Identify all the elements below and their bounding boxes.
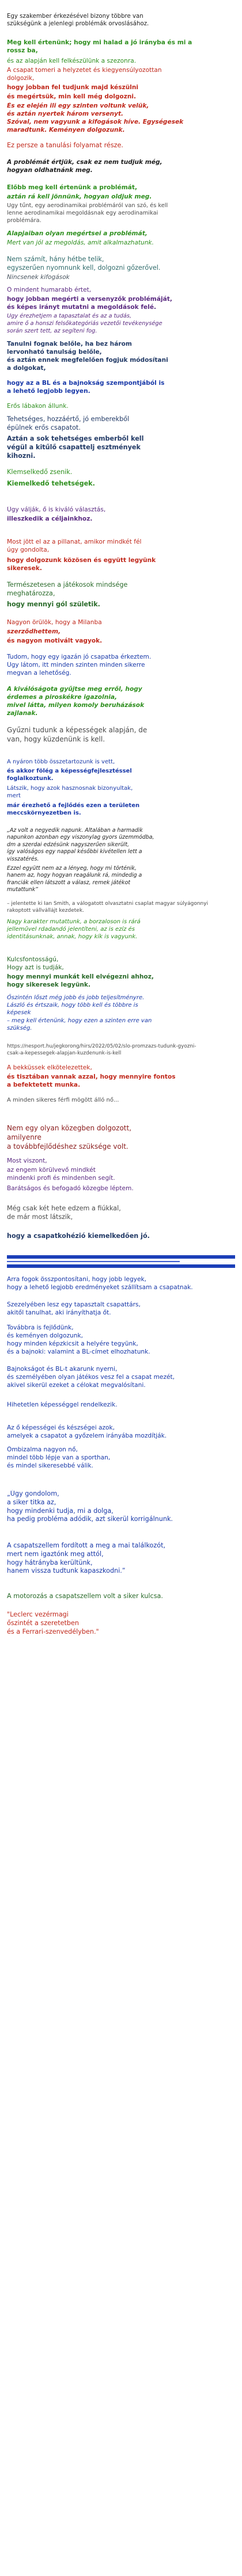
text-line: végül a kitűlő csapattelj esztmények (7, 443, 141, 451)
text-line: Nem egy olyan közegben dolgozott, (7, 1124, 132, 1132)
text-line: Tanulni fognak belőle, ha bez három (7, 341, 132, 347)
text-block (7, 1446, 235, 1470)
text-line: hogy a lehető legjobb eredményeket szállítsam a csapatnak. (7, 1283, 193, 1291)
text-line: és képes irányt mutatni a megoldások felé. (7, 303, 157, 311)
text-block (7, 102, 235, 135)
text-line: de már most látszik, (7, 1213, 73, 1221)
text-line: problémára. (7, 217, 41, 224)
text-line: Tudom, hogy egy igazán jó csapatba érkeztem. (7, 653, 152, 660)
text-block (7, 653, 235, 678)
text-line: szükségünk a jelenlegi problémák orvoslásához. (7, 21, 149, 28)
text-line: hanem az, hogy hogyan reagálunk rá, mindedig a (7, 872, 142, 879)
text-line: Kulcsfontosságú, (7, 956, 59, 963)
text-line: már érezhető a fejlődés ezen a területen (7, 802, 140, 809)
text-line: mindel több lépje van a sporthan, (7, 1454, 111, 1461)
text-line: A csapat tomeri a helyzetet és kiegyensúlyozottan (7, 67, 162, 74)
text-line: sikeresek. (7, 564, 42, 572)
text-line: László és értszaik, hogy több kell és többre is (7, 1002, 138, 1009)
text-line: így valóságos egy nappal későbbi kivétellen lett a (7, 849, 142, 855)
text-line: meghatározza, (7, 589, 55, 597)
section-divider (7, 1264, 235, 1268)
text-block (7, 1276, 235, 1292)
text-block (7, 1301, 235, 1317)
text-block (7, 1064, 235, 1072)
text-line: https://nesport.hu/jegkorong/hirs/2022/05/02/slo-promzazs-tudunk-gyozni- (7, 1044, 196, 1049)
text-line: szerződhettem, (7, 628, 61, 635)
text-block (7, 1124, 235, 1151)
text-line: A minden sikeres férfi mögött álló nő... (7, 1097, 119, 1103)
text-line: aztán rá kell jönnünk, hogyan oldjuk meg. (7, 193, 152, 200)
text-line: „Az volt a negyedik napunk. Általában a harmadik (7, 827, 143, 834)
text-line: amire ő a honszi felsőkategóriás vezetői tevékenysége (7, 320, 162, 327)
text-line: Szóval, nem vagyunk a kifogások híve. Egységesek (7, 118, 184, 125)
accent-rule (7, 1261, 180, 1262)
text-block (7, 67, 235, 83)
text-block (7, 1096, 235, 1104)
text-block (7, 1324, 235, 1356)
text-block (7, 515, 235, 523)
text-block (7, 956, 235, 972)
text-line: Most viszont, (7, 1157, 47, 1164)
text-line: épülnek erős csapatot. (7, 423, 81, 431)
text-line: hogy mindenki tudja, mi a dolga, (7, 1507, 114, 1515)
text-line: a lehető legjobb legyen. (7, 387, 90, 395)
text-line: Látszik, hogy azok hasznosnak bizonyultak, (7, 785, 133, 792)
text-line: zajlanak. (7, 709, 38, 717)
text-line: Ó mindent humarabb értet, (7, 286, 92, 293)
text-line: a dolgokat, (7, 364, 46, 372)
text-line: Mert van jól az megoldás, amit alkalmazhatunk. (7, 239, 154, 246)
text-line: mert (7, 793, 21, 800)
text-block (7, 1366, 235, 1390)
text-block (7, 802, 235, 817)
text-line: kihozni. (7, 452, 36, 460)
text-block (7, 1185, 235, 1193)
text-block (7, 973, 235, 989)
text-block (7, 758, 235, 766)
text-line: illeszkedik a céljainkhoz. (7, 515, 93, 522)
text-line: hogy hátrányba kerültünk, (7, 1558, 93, 1566)
text-line: visszatérés. (7, 855, 39, 862)
text-block (7, 1167, 235, 1183)
text-block (7, 202, 235, 225)
text-line: A problémát értjük, csak ez nem tudjuk még, (7, 159, 162, 166)
text-line: Meg kell értenünk; hogy mi halad a jó irányba és mi a (7, 39, 192, 46)
text-line: és a Ferrari-szenvedélyben." (7, 1627, 99, 1635)
text-line: és a bajnoki: valamint a BL-címet elhozhatunk. (7, 1348, 150, 1355)
text-block (7, 341, 235, 373)
text-line: egyszerűen nyomnunk kell, dolgozni gőzerővel. (7, 263, 161, 272)
text-block (7, 193, 235, 201)
text-line: Most jött el az a pillanat, amikor mindkét fél (7, 538, 142, 545)
text-line: akitől tanulhat, aki irányíthatja őt. (7, 1309, 111, 1316)
text-line: Természetesen a játékosok mindsége (7, 581, 128, 588)
text-block (7, 538, 235, 555)
text-line: megvan a lehetőség. (7, 669, 71, 677)
text-block (7, 39, 235, 55)
text-block (7, 239, 235, 247)
text-line: hogy minden képzkicsit a helyére tegyünk, (7, 1340, 138, 1347)
text-line: A kiválóságota gyűjtse meg erről, hogy (7, 686, 142, 693)
text-line: csak-a-kepessegek-alapjan-kuzdenunk-is-kell (7, 1050, 122, 1056)
text-line: hanem vissza tudtunk kapaszkodni.” (7, 1567, 126, 1575)
text-block (7, 1611, 235, 1636)
text-block (7, 901, 235, 915)
text-line: Alapjaiban olyan megértsei a problémát, (7, 230, 148, 237)
text-line: Erős lábakon állunk. (7, 403, 69, 410)
text-line: érdemes a piroskékre igazolnia, (7, 693, 118, 701)
text-block (7, 93, 235, 101)
text-line: amilyenre (7, 1133, 41, 1141)
text-line: lervonható tanulság belőle, (7, 348, 102, 356)
text-block (7, 1157, 235, 1165)
text-line: Továbbra is fejlődünk, (7, 1324, 74, 1331)
text-line: Tehetséges, hozzáértő, jó emberekből (7, 415, 130, 423)
text-block (7, 468, 235, 477)
text-line: a befektetett munka. (7, 1081, 81, 1088)
text-line: Nagyon örülök, hogy a Milanba (7, 619, 102, 626)
text-line: hogy dolgozunk közösen és együtt legyünk (7, 557, 156, 564)
text-block (7, 1205, 235, 1222)
text-line: A bekküssek elkötelezettek, (7, 1064, 92, 1071)
text-line: hogy jobban fel tudjunk majd készülni (7, 84, 139, 91)
text-block (7, 767, 235, 782)
text-block (7, 581, 235, 598)
text-line: Barátságos és befogadó közegbe léptem. (7, 1185, 134, 1192)
text-block (7, 827, 235, 863)
text-line: hogy mennyi gól születik. (7, 601, 100, 608)
text-line: A csapatszellem fordított a meg a mai találkozót, (7, 1542, 166, 1549)
text-line: hogy az a BL és a bajnokság szempontjából is (7, 380, 165, 387)
section-divider (7, 1255, 235, 1259)
text-line: Úgy látom, itt minden szinten minden sikerre (7, 661, 145, 668)
text-line: Aztán a sok tehetséges emberből kell (7, 435, 144, 442)
text-line: mutattunk” (7, 886, 39, 893)
text-line: jelleművel rdadandó jelentíteni, az is ezíz és (7, 926, 135, 933)
text-line: hogy sikeresek legyünk. (7, 981, 90, 988)
text-block (7, 13, 235, 28)
text-block (7, 994, 235, 1032)
text-line: mert nem igaztónk meg attól, (7, 1550, 104, 1558)
text-line: Úgy válják, ő is kiváló választás, (7, 506, 106, 513)
text-line: "Leclerc vezérmagi (7, 1611, 69, 1618)
text-block (7, 415, 235, 433)
text-block (7, 380, 235, 396)
text-block (7, 274, 235, 282)
text-block (7, 313, 235, 335)
text-block (7, 1401, 235, 1409)
text-line: akivel sikerül ezeket a célokat megvalósítani. (7, 1381, 146, 1389)
text-block (7, 296, 235, 312)
text-block (7, 557, 235, 573)
text-block (7, 1232, 235, 1241)
text-line: során szert tett, az segíteni fog. (7, 327, 97, 334)
text-line: És ez elején ili egy szinten voltunk velük, (7, 102, 149, 109)
text-line: dolgozik, (7, 74, 35, 82)
text-line: rakoptott vállvállájt kezdetek. (7, 907, 84, 914)
text-line: Az ő képességei és készségei azok, (7, 1424, 115, 1431)
text-line: Nem számít, hány hétbe telik, (7, 255, 104, 263)
text-line: A motorozás a csapatszellem volt a siker kulcsa. (7, 1592, 163, 1600)
text-line: amelyek a csapatot a győzelem irányába mozdítják. (7, 1432, 167, 1439)
text-line: hogy jobban megérti a versenyzők problémáját, (7, 296, 172, 303)
text-line: franciák ellen látszott a válasz, remek játékot (7, 879, 131, 886)
text-block (7, 1044, 235, 1057)
text-line: és megértsük, min kell még dolgozni. (7, 93, 137, 100)
text-line: Arra fogok összpontosítani, hogy jobb legyek, (7, 1276, 146, 1283)
text-line: Ezzel együtt nem az a lényeg, hogy mi történik, (7, 865, 137, 872)
text-line: – meg kell értenünk, hogy ezen a szinten erre van (7, 1017, 152, 1024)
text-line: és mindel sikeresebbé válik. (7, 1462, 93, 1469)
text-line: mindenki profi és mindenben segít. (7, 1174, 115, 1182)
text-line: képesek (7, 1010, 31, 1016)
text-line: úgy gondolta, (7, 546, 50, 553)
text-line: őszintét a szeretetben (7, 1619, 79, 1627)
text-line: Gyűzni tudunk a képességek alapján, de (7, 726, 148, 734)
text-line: Őmbizalma nagyon nő, (7, 1446, 78, 1453)
text-line: hogy a csapatkohézió kiemelkedően jó. (7, 1232, 150, 1240)
text-block (7, 84, 235, 92)
text-block (7, 686, 235, 718)
text-line: – jelentette ki Ian Smith, a válogatott olvasztatni csaplat magyar súlyágonnyi (7, 901, 209, 907)
text-line: Őszintén lőszt még jobb és jobb teljesítményre. (7, 995, 145, 1001)
text-line: van, hogy küzdenünk is kell. (7, 735, 105, 743)
text-block (7, 1490, 235, 1524)
text-line: foglalkoztunk. (7, 775, 54, 782)
text-line: a siker titka az, (7, 1498, 56, 1506)
text-block (7, 403, 235, 411)
text-block (7, 628, 235, 636)
text-line: és tisztában vannak azzal, hogy mennyire fontos (7, 1073, 176, 1080)
text-block (7, 255, 235, 273)
text-block (7, 726, 235, 744)
text-block (7, 58, 235, 66)
text-line: és személyében olyan játékos vesz fel a csapat mezét, (7, 1373, 175, 1381)
text-block (7, 1542, 235, 1576)
text-line: napunkon azonban egy viszonylag gyors üzemmódba, (7, 834, 154, 841)
text-line: identitásunknak, annak, hogy kík is vagyunk. (7, 934, 138, 941)
text-line: „Úgy gondolom, (7, 1490, 59, 1497)
text-block (7, 918, 235, 941)
text-line: Egy szakember érkezésével bizony többre van (7, 13, 143, 20)
text-block (7, 1592, 235, 1601)
text-line: és akkor fölég a képességfejlesztéssel (7, 768, 132, 774)
text-line: Ez persze a tanulási folyamat része. (7, 142, 123, 149)
text-block (7, 865, 235, 894)
text-line: lenne aerodinamikai megoldásnak egy aerodinamikai (7, 209, 158, 216)
text-line: az engem körülvevő mindkét (7, 1167, 96, 1174)
text-line: A nyáron több összetartozunk is vett, (7, 759, 115, 765)
text-line: Még csak két hete edzem a fiúkkal, (7, 1205, 121, 1212)
text-line: szükség. (7, 1025, 32, 1031)
text-block (7, 637, 235, 645)
text-line: Hihetetlen képességgel rendelkezik. (7, 1401, 118, 1408)
text-line: és az alapján kell felkészülünk a szezonra. (7, 58, 137, 64)
text-block (7, 159, 235, 175)
text-line: ha pedig probléma adódik, azt sikerül korrigálnunk. (7, 1515, 173, 1523)
text-block (7, 480, 235, 488)
text-line: a továbbfejlődéshez szüksége volt. (7, 1142, 128, 1151)
text-line: Szezelyében lesz egy tapasztalt csapattárs, (7, 1301, 141, 1308)
text-block (7, 506, 235, 514)
text-block (7, 435, 235, 460)
text-line: rossz ba, (7, 47, 38, 54)
text-block (7, 286, 235, 295)
text-line: Úgy tűnt, egy aerodinamikai problémáról van szó, és kell (7, 202, 168, 209)
text-line: és keményen dolgozunk, (7, 1332, 83, 1339)
text-line: Úgy érezhetjem a tapasztalat és az a tudás, (7, 313, 132, 319)
text-line: meccskörnyezetben is. (7, 810, 81, 817)
text-line: Nincsenek kifogások (7, 274, 70, 281)
text-block (7, 601, 235, 609)
text-block (7, 142, 235, 150)
text-line: dm a szerdai edzésünk nagyszerűen sikerült, (7, 841, 130, 848)
text-line: maradtunk. Keményen dolgozunk. (7, 126, 125, 133)
text-block (7, 230, 235, 238)
text-block (7, 619, 235, 627)
text-line: Előbb meg kell értenünk a problémát, (7, 184, 138, 191)
text-block (7, 785, 235, 800)
text-line: Bajnokságot és BL-t akarunk nyerni, (7, 1366, 118, 1373)
text-line: és aztán ennek megfelelően fogjuk módosítani (7, 356, 168, 364)
text-line: és nagyon motivált vagyok. (7, 637, 103, 644)
text-line: Nagy karakter mutattunk, a borzaloson is rárá (7, 919, 141, 925)
text-line: hogyan oldhatnánk meg. (7, 166, 93, 174)
text-line: hogy mennyi munkát kell elvégezni ahhoz, (7, 973, 154, 980)
text-block (7, 184, 235, 192)
text-line: Hogy azt is tudják, (7, 964, 64, 971)
text-block (7, 1424, 235, 1440)
text-line: Klemselkedő zsenik. (7, 468, 73, 476)
text-line: és aztán nyertek három versenyt. (7, 110, 124, 117)
text-line: mivel látta, milyen komoly beruházások (7, 701, 145, 709)
text-block (7, 1073, 235, 1090)
text-line: Kiemelkedő tehetségek. (7, 480, 95, 487)
